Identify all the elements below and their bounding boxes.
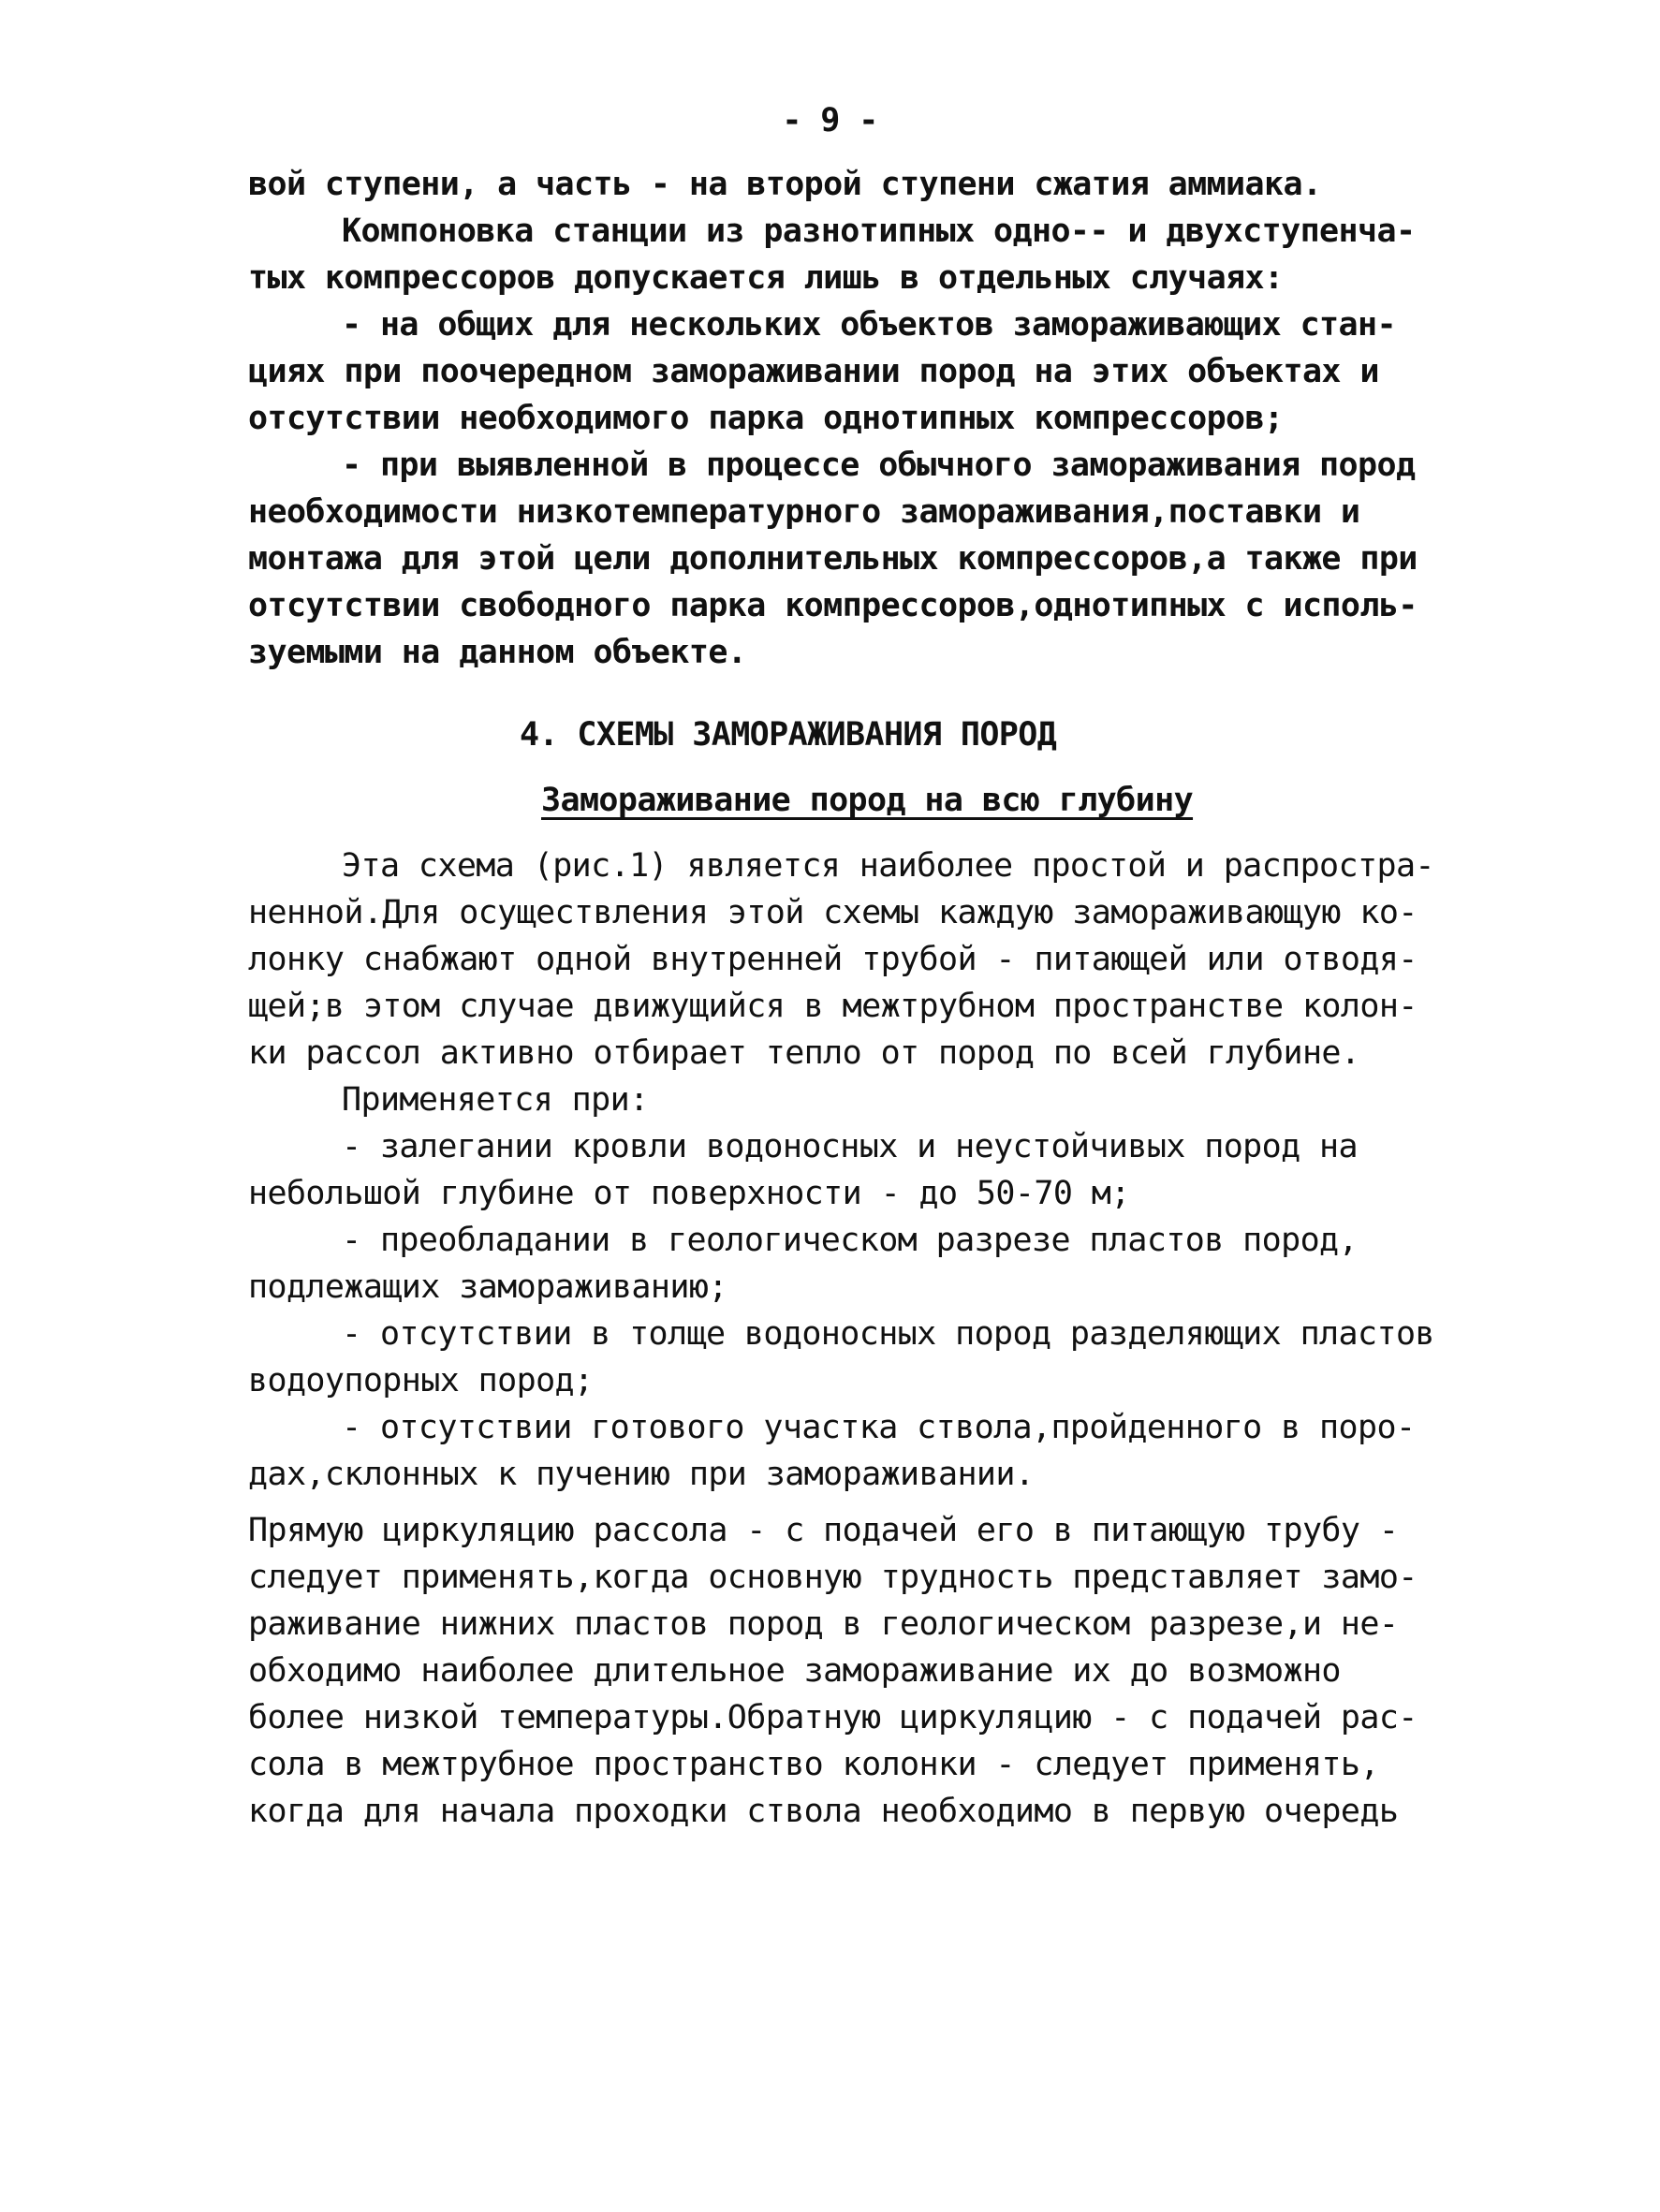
- final-line-6: сола в межтрубное пространство колонки - следует применять,: [248, 1746, 1379, 1783]
- final-line-2: следует применять,когда основную трудность представляет замо-: [248, 1559, 1418, 1596]
- text-line-2: Компоновка станции из разнотипных одно-- и двухступенча-: [342, 212, 1416, 250]
- text-line-6: отсутствии необходимого парка однотипных компрессоров;: [248, 400, 1284, 437]
- body-line-2: ненной.Для осуществления этой схемы каждую замораживающую ко-: [248, 894, 1418, 931]
- body-line-7: - залегании кровли водоносных и неустойчивых пород на: [342, 1128, 1359, 1165]
- final-line-4: обходимо наиболее длительное замораживание их до возможно: [248, 1652, 1341, 1690]
- text-line-1: вой ступени, а часть - на второй ступени сжатия аммиака.: [248, 166, 1322, 203]
- body-line-8: небольшой глубине от поверхности - до 50-70 м;: [248, 1175, 1130, 1212]
- text-line-4: - на общих для нескольких объектов замораживающих стан-: [342, 306, 1396, 344]
- body-line-13: - отсутствии готового участка ствола,пройденного в поро-: [342, 1409, 1416, 1446]
- text-line-7: - при выявленной в процессе обычного замораживания пород: [342, 447, 1416, 484]
- text-line-5: циях при поочередном замораживании пород на этих объектах и: [248, 353, 1379, 390]
- text-line-11: зуемыми на данном объекте.: [248, 634, 747, 671]
- text-line-10: отсутствии свободного парка компрессоров,однотипных с исполь-: [248, 587, 1418, 624]
- final-line-5: более низкой температуры.Обратную циркуляцию - с подачей рас-: [248, 1699, 1418, 1736]
- final-line-1: Прямую циркуляцию рассола - с подачей его в питающую трубу -: [248, 1512, 1399, 1549]
- final-line-3: раживание нижних пластов пород в геологическом разрезе,и не-: [248, 1605, 1399, 1643]
- text-line-3: тых компрессоров допускается лишь в отдельных случаях:: [248, 259, 1284, 297]
- final-line-7: когда для начала проходки ствола необходимо в первую очередь: [248, 1793, 1399, 1830]
- text-line-8: необходимости низкотемпературного замораживания,поставки и: [248, 493, 1360, 531]
- body-line-10: подлежащих замораживанию;: [248, 1268, 727, 1306]
- body-line-6: Применяется при:: [342, 1081, 649, 1119]
- body-line-14: дах,склонных к пучению при замораживании.: [248, 1456, 1035, 1493]
- body-line-12: водоупорных пород;: [248, 1362, 594, 1399]
- body-line-1: Эта схема (рис.1) является наиболее простой и распростра-: [342, 847, 1434, 885]
- body-line-5: ки рассол активно отбирает тепло от пород по всей глубине.: [248, 1034, 1360, 1072]
- body-line-3: лонку снабжают одной внутренней трубой - питающей или отводя-: [248, 941, 1418, 978]
- page-number: - 9 -: [782, 102, 878, 139]
- body-line-9: - преобладании в геологическом разрезе пластов пород,: [342, 1222, 1359, 1259]
- section-heading: 4. СХЕМЫ ЗАМОРАЖИВАНИЯ ПОРОД: [520, 716, 1057, 754]
- text-line-9: монтажа для этой цели дополнительных компрессоров,а также при: [248, 540, 1418, 578]
- body-line-4: щей;в этом случае движущийся в межтрубном пространстве колон-: [248, 988, 1418, 1025]
- subsection-heading: Замораживание пород на всю глубину: [541, 782, 1194, 819]
- body-line-11: - отсутствии в толще водоносных пород разделяющих пластов: [342, 1315, 1434, 1353]
